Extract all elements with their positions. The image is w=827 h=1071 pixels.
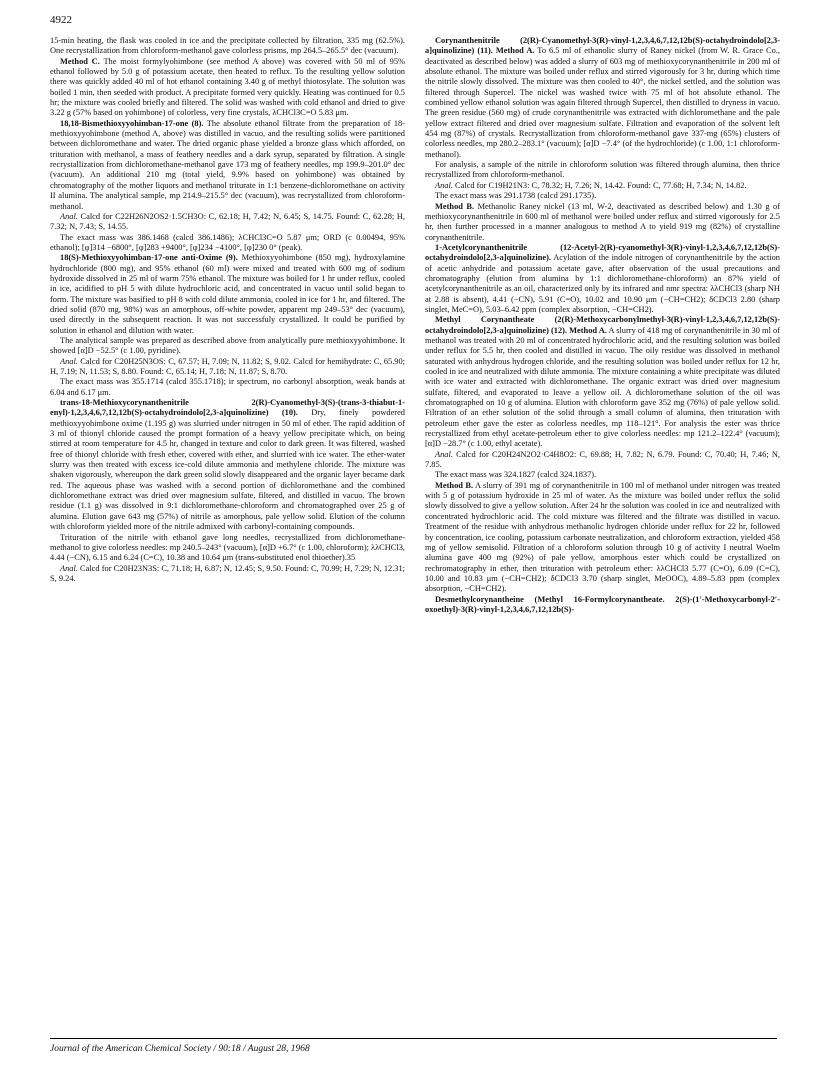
- anal-label: Anal.: [435, 449, 453, 459]
- paragraph-text: A slurry of 418 mg of corynanthenitrile in 30 ml of methanol was treated with 20 ml of concentrated hydrochloric acid, and the resulting solution was boiled under reflux for 5.5 hr, then cooled and distilled in vacuo. The oily residue was dissolved in methanol saturated with anhydrous hydrogen chloride, and the resulting solution was boiled under reflux for 12 hr, cooled in ice and neutralized with dilute ammonia. The mixture containing a white precipitate was diluted with ice water and extracted with dichloromethane. The organic extract was dried over magnesium sulfate, filtered, and evaporated to leave a yellow oil. A dichloromethane solution of the oil was chromatographed on 10 g of alumina. Elution with chloroform gave 352 mg (76%) of pale yellow solid. Filtration of an ether solution of the solid through a small column of alumina, then trituration with petroleum ether gave the ester as colorless needles, mp 118–121°. For analysis the ester was thrice recrystallized from ethyl acetate-petroleum ether to give colorless needles: mp 121.2–122.4° (vacuum); [α]D −28.7° (c 1.00, ethyl acetate).: [425, 325, 780, 449]
- left-column: [50, 36, 405, 584]
- anal-label: Anal.: [60, 356, 78, 366]
- paragraph-text: For analysis, a sample of the nitrile in chloroform solution was filtered through alumina, then thrice recrystallized from chloroform-methanol.: [425, 160, 780, 180]
- paragraph-heading: Desmethylcorynantheine (Methyl 16-Formylcorynantheate. 2(S)-(1′-Methoxycarbonyl-2′-oxoethyl)-3(R)-vinyl-1,2,3,4,6,7,12,12b(S)-: [425, 594, 780, 614]
- paragraph-heading: Corynanthenitrile (2(R)-Cyanomethyl-3(R)-vinyl-1,2,3,4,6,7,12,12b(S)-octahydroindolo[2,3-a]quinolizine) (11). Method A.: [425, 36, 780, 56]
- paragraph-heading: 18,18-Bismethioxyyohimban-17-one (8).: [60, 118, 204, 128]
- paragraph-heading: trans-18-Methioxycorynanthenitrile 2(R)-Cyanomethyl-3(S)-(trans-3-thiabut-1-enyl)-1,2,3,4,6,7,12,12b(S)-octahydroindolo[2,3-a]quinolizine) (10).: [50, 398, 405, 418]
- paragraph: [425, 243, 780, 315]
- paragraph-heading: Method B.: [435, 480, 474, 490]
- paragraph-text: The exact mass was 355.1714 (calcd 355.1718); ir spectrum, no carbonyl absorption, weak bands at 6.04 and 6.17 μm.: [50, 377, 405, 397]
- paragraph-text: Calcd for C20H25N3OS: C, 67.57; H, 7.09; N, 11.82; S, 9.02. Calcd for hemihydrate: C, 65.90; H, 7.19; N, 11.53; S, 8.80. Found: C, 65.14; H, 7.18; N, 11.87; S, 8.70.: [50, 356, 405, 376]
- paragraph: [50, 253, 405, 336]
- paragraph: [50, 357, 405, 378]
- paragraph-text: The analytical sample was prepared as described above from analytically pure methioxyyohimbone. It showed [α]D −52.5° (c 1.00, pyridine).: [50, 335, 405, 356]
- anal-label: Anal.: [60, 563, 78, 573]
- paragraph: [50, 119, 405, 212]
- footer-rule: [50, 1038, 777, 1039]
- paragraph-text: Dry, finely powdered methioxyyohimbone oxime (1.195 g) was slurried under nitrogen in 50 ml of ether. The rapid addition of 3 ml of thionyl chloride caused the prompt formation of a heavy yellow precipitate which, on being stirred at room temperature for 4.5 hr, changed in texture and color to dark green. It was filtered, washed free of thionyl chloride with fresh ether, covered with ether, and slurried with ice water. The ether-water slurry was then treated with excess ice-cold dilute ammonia and methylene chloride. The mixture was shaken vigorously, whereupon the dark green solid slowly disappeared and the organic layer became dark red. The aqueous phase was washed with a second portion of dichloromethane and the combined dichloromethane extract was dried over magnesium sulfate, filtered, and distilled in vacuo. The brown residue (1.1 g) was dissolved in 9:1 dichloromethane-chloroform and chromatographed over 25 g of alumina. Elution gave 643 mg (57%) of nitrile as amorphous, pale yellow solid. Elution of the column with chloroform yielded more of the nitrile admixed with carbonyl-containing compounds.: [50, 408, 405, 532]
- paragraph-text: Calcd for C19H21N3: C, 78.32; H, 7.26; N, 14.42. Found: C, 77.68; H, 7.34; N, 14.82.: [452, 180, 747, 190]
- paragraph-text: The moist formylyohimbone (see method A above) was covered with 50 ml of 95% ethanol followed by 5.0 g of potassium acetate, then heated to reflux. To the resulting yellow solution there was quickly added 40 ml of hot ethanol containing 3.40 g of methyl thiotosylate. The solution was boiled 1 min, then seeded with product. A precipitate formed very quickly. Heating was continued for 0.5 hr; the mixture was cooled briefly and filtered. The solid was washed with cold ethanol and dried to give 3.22 g (57% based on yohimbone) of colorless, very fine crystals, λCHCl3C=O 5.83 μm.: [50, 56, 405, 118]
- paragraph-text: Calcd for C22H26N2OS2·1.5CH3O: C, 62.18; H, 7.42; N, 6.45; S, 14.75. Found: C, 62.28; H, 7.32; N, 7.43; S, 14.55.: [50, 211, 405, 232]
- paragraph-text: Methanolic Raney nickel (13 ml, W-2, deactivated as described below) and 1.30 g of methioxycorynanthenitrile in 600 ml of methanol were boiled under reflux and stirred vigorously for 2.5 hr, then further processed in a manner analogous to method A to yield 919 mg (82%) of crystalline corynanthenitrile.: [425, 201, 781, 242]
- paragraph: [425, 481, 780, 595]
- paragraph: [425, 595, 780, 616]
- paragraph-heading: 18(S)-Methioxyyohimban-17-one anti-Oxime (9).: [60, 253, 238, 263]
- paragraph: [50, 398, 405, 532]
- paragraph: [50, 36, 405, 57]
- paragraph-text: The exact mass was 291.1738 (calcd 291.1735).: [435, 191, 597, 201]
- paragraph: [50, 57, 405, 119]
- paragraph: [425, 181, 780, 191]
- paragraph-text: 15-min heating, the flask was cooled in ice and the precipitate collected by filtration, 335 mg (62.5%). One recrystallization from chloroform-methanol gave colorless prisms, mp 264.5–265.5° dec (vacuum).: [50, 36, 405, 56]
- paragraph: [425, 160, 780, 181]
- paragraph-heading: 1-Acetylcorynanthenitrile (12-Acetyl-2(R)-cyanomethyl-3(R)-vinyl-1,2,3,4,6,7,12,12b(S)-octahydroindolo[2,3-a]quinolizine).: [425, 242, 780, 263]
- paragraph: [425, 315, 780, 449]
- paragraph-text: Trituration of the nitrile with ethanol gave long needles, recrystallized from dichloromethane-methanol to give colorless needles: mp 240.5–243° (vacuum), [α]D +6.7° (c 1.00, chloroform); λλCHCl3, 4.44 (−CN), 6.15 and 6.24 (C=C), 10.38 and 10.64 μm (trans-substituted enol thioether).35: [50, 532, 405, 563]
- paragraph-text: Acylation of the indole nitrogen of corynanthenitrile by the action of acetic anhydride and potassium acetate gave, after observation of the usual precautions and chromatography (elution from alumina by 1:1 dichloromethane-chloroform) an 87% yield of acetylcorynanthenitrile as an oil, characterized only by its infrared and nmr spectra: λλCHCl3 (sharp NH at 2.88 is absent), 4.41 (−CN), 5.91 (C=O), 10.02 and 10.90 μm (−CH=CH2); δCDCl3 2.80 (sharp singlet, MeC=O), 5.03–6.42 ppm (complex absorption, −CH=CH2).: [425, 253, 780, 314]
- paragraph: [425, 450, 780, 471]
- paragraph-heading: Methyl Corynantheate (2(R)-Methoxycarbonylmethyl-3(R)-vinyl-1,2,3,4,6,7,12,12b(S)-octahydroindolo[2,3-a]quinolizine) (12). Method A.: [425, 315, 780, 335]
- journal-footer: Journal of the American Chemical Society / 90:18 / August 28, 1968: [50, 1044, 310, 1054]
- paragraph: [425, 36, 780, 160]
- paragraph-heading: Method C.: [60, 56, 100, 66]
- paragraph: [425, 470, 780, 480]
- right-column: [425, 36, 780, 615]
- paragraph: [425, 202, 780, 243]
- paragraph-text: Calcd for C20H24N2O2·C4H8O2: C, 69.88; H, 7.82; N, 6.79. Found: C, 70.40; H, 7.46; N, 7.85.: [425, 449, 780, 470]
- paragraph-text: The exact mass was 386.1468 (calcd 386.1486); λCHCl3C=O 5.87 μm; ORD (c 0.00494, 95% ethanol); [φ]314 −6800°, [φ]283 +9400°, [φ]234 −4100°, [φ]230 0° (peak).: [50, 232, 405, 252]
- paragraph: [50, 533, 405, 564]
- paragraph-text: Calcd for C20H23N3S: C, 71.18; H, 6.87; N, 12.45; S, 9.50. Found: C, 70.99; H, 7.29; N, 12.31; S, 9.24.: [50, 563, 405, 583]
- anal-label: Anal.: [435, 180, 453, 190]
- paragraph-text: Methioxyyohimbone (850 mg), hydroxylamine hydrochloride (800 mg), and 95% ethanol (60 ml) were mixed and treated with 600 mg of sodium hydroxide dissolved in 25 ml of warm 75% ethanol. The mixture was boiled for 1 hr under reflux, cooled in ice, acidified to pH 5 with dilute hydrochloric acid, and concentrated in vacuo until solid began to form. The mixture was basified to pH 8 with cold dilute ammonia, cooled in ice for 1 hr, and filtered. The dried solid (870 mg, 98%) was an amorphous, off-white powder, apparent mp 249–53° dec (vacuum), used directly in the subsequent reaction. It was not successfuly crystallized. It could be purified by solution in ethanol and dilution with water.: [50, 253, 405, 335]
- paragraph: [50, 212, 405, 233]
- paragraph-text: To 6.5 ml of ethanolic slurry of Raney nickel (from W. R. Grace Co., deactivated as described below) was added a slurry of 603 mg of methioxycorynanthenitrile in 200 ml of absolute ethanol. The mixture was boiled under reflux and stirred vigorously for 3 hr, during which time the nitrile slowly dissolved. The mixture was then cooled to 40°, the nickel settled, and the solution was filtered through Supercel. The nickel was washed twice with 75 ml of hot absolute ethanol. The combined yellow ethanol solution was again filtered through Supercel, then distilled to dryness in vacuo. The green residue (560 mg) of crude corynanthenitrile was extracted with dichloromethane and the pale yellow extract filtered and dried over magnesium sulfate. Filtration and evaporation of the solvent left 454 mg (87%) of crystals. Recrystallization from chloroform-methanol gave 337-mg (65%) clusters of colorless needles, mp 280.2–283.1° (vacuum); [α]D −7.4° (of the hydrochloride) (c 1.00, 1:1 chloroform-methanol).: [425, 46, 780, 159]
- page-number: 4922: [50, 14, 72, 26]
- paragraph: [425, 191, 780, 201]
- anal-label: Anal.: [60, 211, 78, 221]
- paragraph: [50, 336, 405, 357]
- paragraph-text: A slurry of 391 mg of corynanthenitrile in 100 ml of methanol under nitrogen was treated with 5 g of potassium hydroxide in 25 ml of water. As the mixture was boiled under reflux the solid slowly dissolved to give a yellow solution. After 24 hr the solution was cooled in ice and neutralized with concentrated hydrochloric acid. The cold mixture was filtered and the filtrate was distilled in vacuo. Treatment of the residue with anhydrous methanolic hydrogen chloride under reflux for 22 hr, followed by concentration, ice cooling, potassium carbonate neutralization, and chloroform extraction, yielded 458 mg of yellow semisolid. Filtration of a chloroform solution through 10 g of activity I neutral Woelm alumina gave 400 mg (92%) of pale yellow, amorphous ester which could be crystallized on rechromatography in ether, then trituration with petroleum ether: λλCHCl3 5.77 (C=O), 6.09 (C=C), 10.00 and 10.83 μm (−CH=CH2); δCDCl3 3.70 (sharp singlet, MeOOC), 4.89–5.83 ppm (complex absorption, −CH=CH2).: [425, 480, 781, 594]
- paragraph: [50, 564, 405, 585]
- paragraph: [50, 233, 405, 254]
- paragraph-heading: Method B.: [435, 201, 475, 211]
- paragraph-text: The exact mass was 324.1827 (calcd 324.1837).: [435, 470, 597, 480]
- paragraph: [50, 377, 405, 398]
- paragraph-text: The absolute ethanol filtrate from the preparation of 18-methioxyyohimbone (method A, above) was distilled in vacuo, and the resulting solids were partitioned between dichloromethane and water. The dried organic phase yielded a bronze glass which afforded, on trituration with methanol, a mass of feathery needles and a dark syrup, separated by filtration. A single recrystallization from dichloromethane-methanol gave 173 mg of feathery needles, mp 199.9–201.0° dec (vacuum). An additional 210 mg (total yield, 9.9% based on yohimbone) was obtained by chromatography of the mother liquors and methanol triturate in 1:1 benzene-dichloromethane on activity II alumina. The analytical sample, mp 214.9–215.5° dec (vacuum), was recrystallized from chloroform-methanol.: [50, 118, 405, 211]
